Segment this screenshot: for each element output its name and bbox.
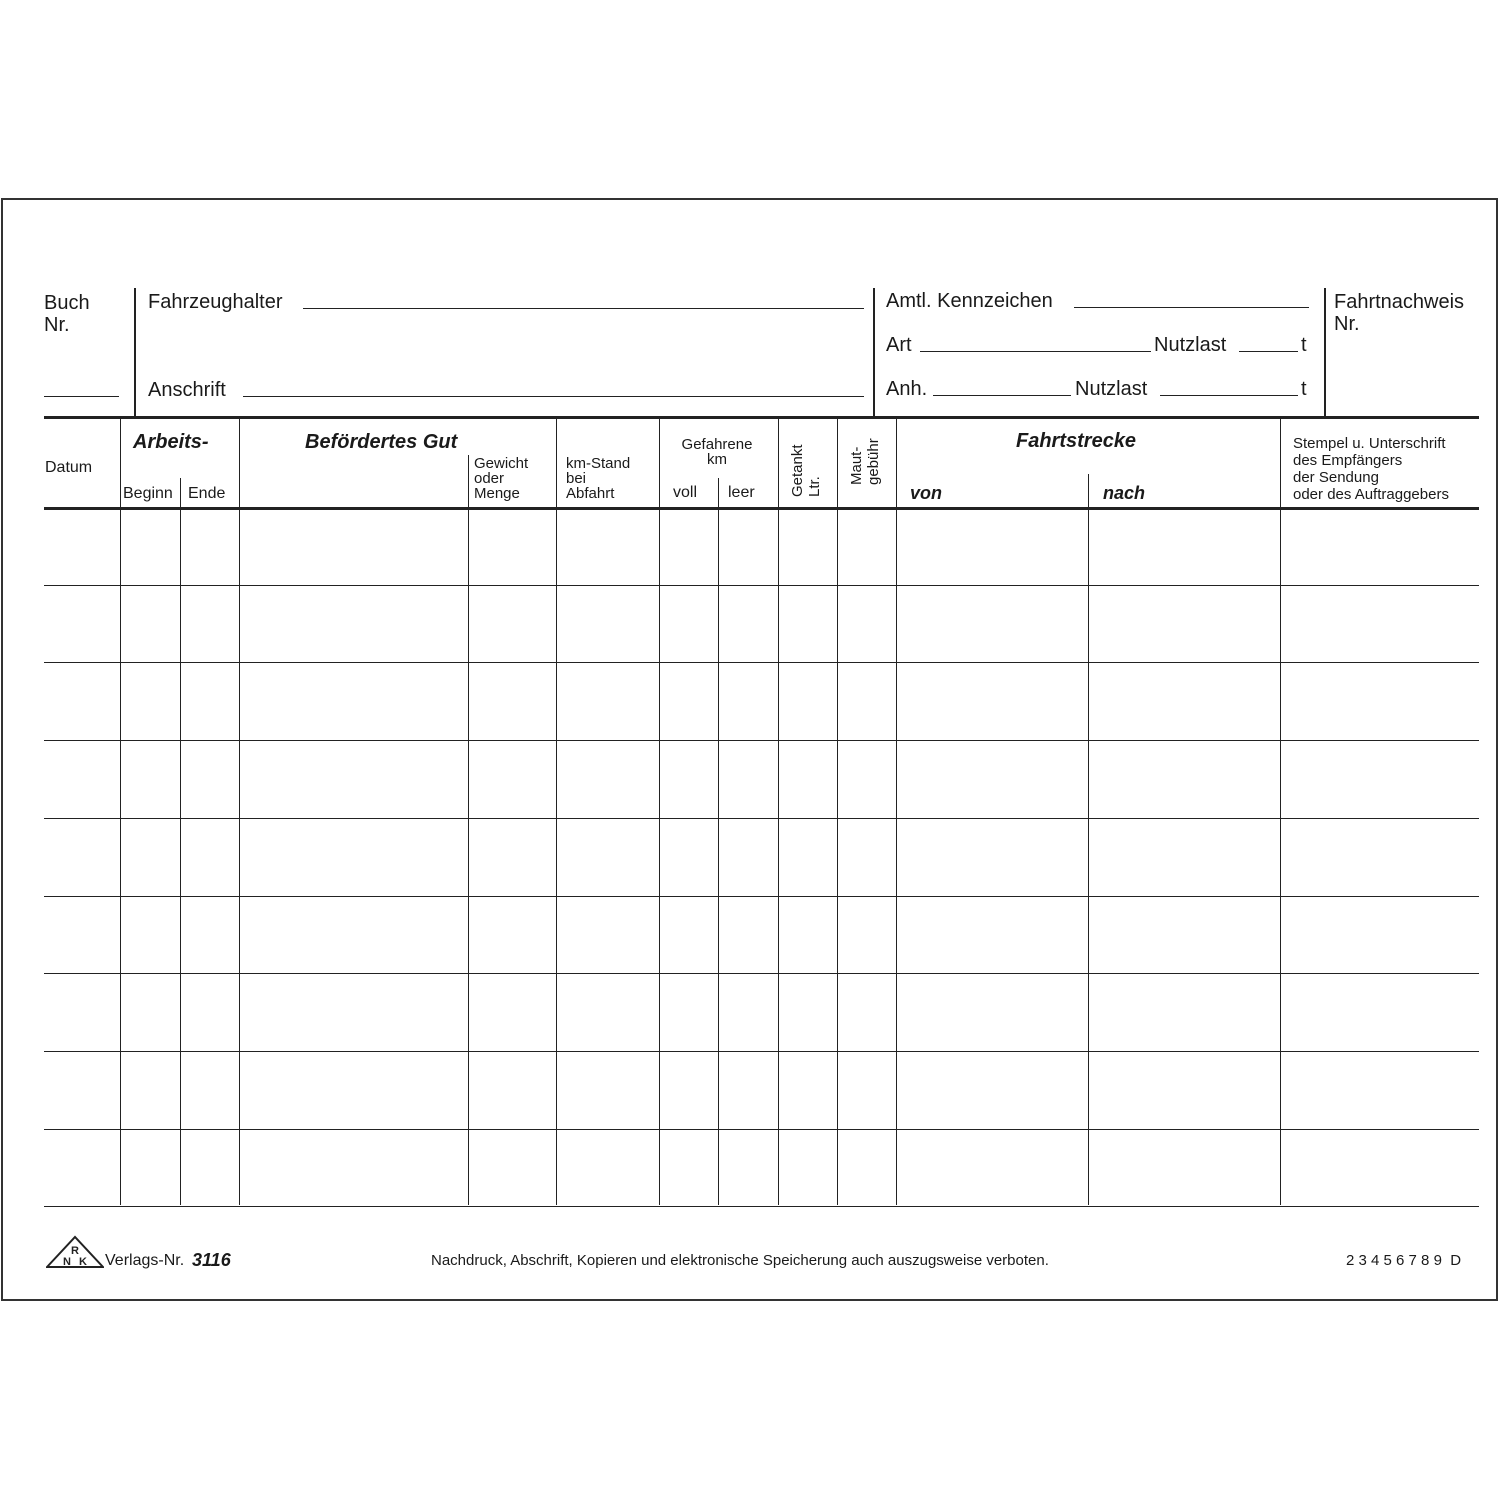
- form-sheet: [1, 198, 1498, 1301]
- col-line-11: [1088, 507, 1089, 1205]
- fahrzeughalter-label: Fahrzeughalter: [148, 291, 283, 313]
- header-bottom-rule: [44, 416, 1479, 419]
- header-divider-1: [134, 288, 136, 418]
- col-voll: voll: [673, 484, 698, 501]
- col-leer: leer: [728, 484, 755, 501]
- table-row-line: [44, 973, 1479, 974]
- nutzlast-label-2: Nutzlast: [1075, 378, 1148, 400]
- verlags-nr-label: Verlags-Nr.: [105, 1252, 185, 1269]
- anschrift-field[interactable]: [243, 396, 864, 397]
- table-row-line: [44, 662, 1479, 663]
- col-line-8: [778, 418, 779, 1205]
- col-line-12: [1280, 418, 1281, 1205]
- col-fahrtstrecke: Fahrtstrecke: [1016, 430, 1137, 452]
- header-divider-2: [873, 288, 875, 418]
- table-row-line: [44, 740, 1479, 741]
- tick-von-nach: [1088, 474, 1089, 508]
- col-line-2: [180, 507, 181, 1205]
- nutzlast-field-1[interactable]: [1239, 351, 1298, 352]
- col-line-3: [239, 418, 240, 1205]
- footer-notice: Nachdruck, Abschrift, Kopieren und elektronische Speicherung auch auszugsweise verboten.: [431, 1252, 1049, 1269]
- table-row-line: [44, 1129, 1479, 1130]
- tick-voll-leer: [718, 478, 719, 508]
- col-nach: nach: [1103, 483, 1146, 503]
- svg-text:K: K: [79, 1256, 87, 1268]
- col-von: von: [910, 483, 943, 503]
- svg-text:N: N: [63, 1256, 71, 1268]
- col-gefahrene-km: Gefahrene km: [681, 436, 753, 468]
- anh-label: Anh.: [886, 378, 928, 400]
- col-stempel: Stempel u. Unterschrift des Empfängers der Sendung oder des Auftraggebers: [1293, 435, 1449, 503]
- header-divider-3: [1324, 288, 1326, 418]
- col-line-6: [659, 418, 660, 1205]
- col-line-arbeits-left: [120, 418, 121, 508]
- col-getankt: Getankt Ltr.: [789, 444, 823, 497]
- table-row-line: [44, 896, 1479, 897]
- col-datum: Datum: [45, 459, 93, 476]
- nutzlast-field-2[interactable]: [1160, 395, 1298, 396]
- anh-field[interactable]: [933, 395, 1071, 396]
- nutzlast-label-1: Nutzlast: [1154, 334, 1227, 356]
- col-ende: Ende: [188, 485, 226, 502]
- buch-nr-field[interactable]: [44, 396, 119, 397]
- col-arbeits: Arbeits-: [133, 431, 209, 453]
- col-line-7: [718, 507, 719, 1205]
- buch-nr-label: Buch Nr.: [44, 292, 90, 336]
- fahrzeughalter-field[interactable]: [303, 308, 864, 309]
- col-maut: Maut- gebühr: [848, 438, 882, 485]
- fahrtnachweis-nr-label: Fahrtnachweis Nr.: [1334, 291, 1465, 335]
- table-row-line: [44, 1206, 1479, 1207]
- art-field[interactable]: [920, 351, 1151, 352]
- col-line-4: [468, 507, 469, 1205]
- col-line-5: [556, 418, 557, 1205]
- art-label: Art: [886, 334, 912, 356]
- tick-gewicht: [468, 455, 469, 508]
- publisher-logo: [46, 1235, 104, 1269]
- table-row-line: [44, 818, 1479, 819]
- col-line-1: [120, 507, 121, 1205]
- svg-text:R: R: [71, 1245, 79, 1257]
- col-line-9: [837, 418, 838, 1205]
- table-row-line: [44, 1051, 1479, 1052]
- col-line-10: [896, 418, 897, 1205]
- col-befoerdertes-gut: Befördertes Gut: [305, 431, 458, 453]
- verlags-nr-value: 3116: [192, 1250, 231, 1270]
- footer-code: 2 3 4 5 6 7 8 9 D: [1346, 1252, 1462, 1269]
- col-km-stand: km-Stand bei Abfahrt: [566, 455, 631, 502]
- col-gewicht: Gewicht oder Menge: [474, 455, 529, 502]
- tick-beginn-ende: [180, 478, 181, 508]
- table-header-rule: [44, 507, 1479, 510]
- unit-t-1: t: [1301, 334, 1307, 356]
- anschrift-label: Anschrift: [148, 379, 226, 401]
- table-row-line: [44, 585, 1479, 586]
- amtl-kennzeichen-label: Amtl. Kennzeichen: [886, 290, 1053, 312]
- col-beginn: Beginn: [123, 485, 173, 502]
- unit-t-2: t: [1301, 378, 1307, 400]
- amtl-kennzeichen-field[interactable]: [1074, 307, 1309, 308]
